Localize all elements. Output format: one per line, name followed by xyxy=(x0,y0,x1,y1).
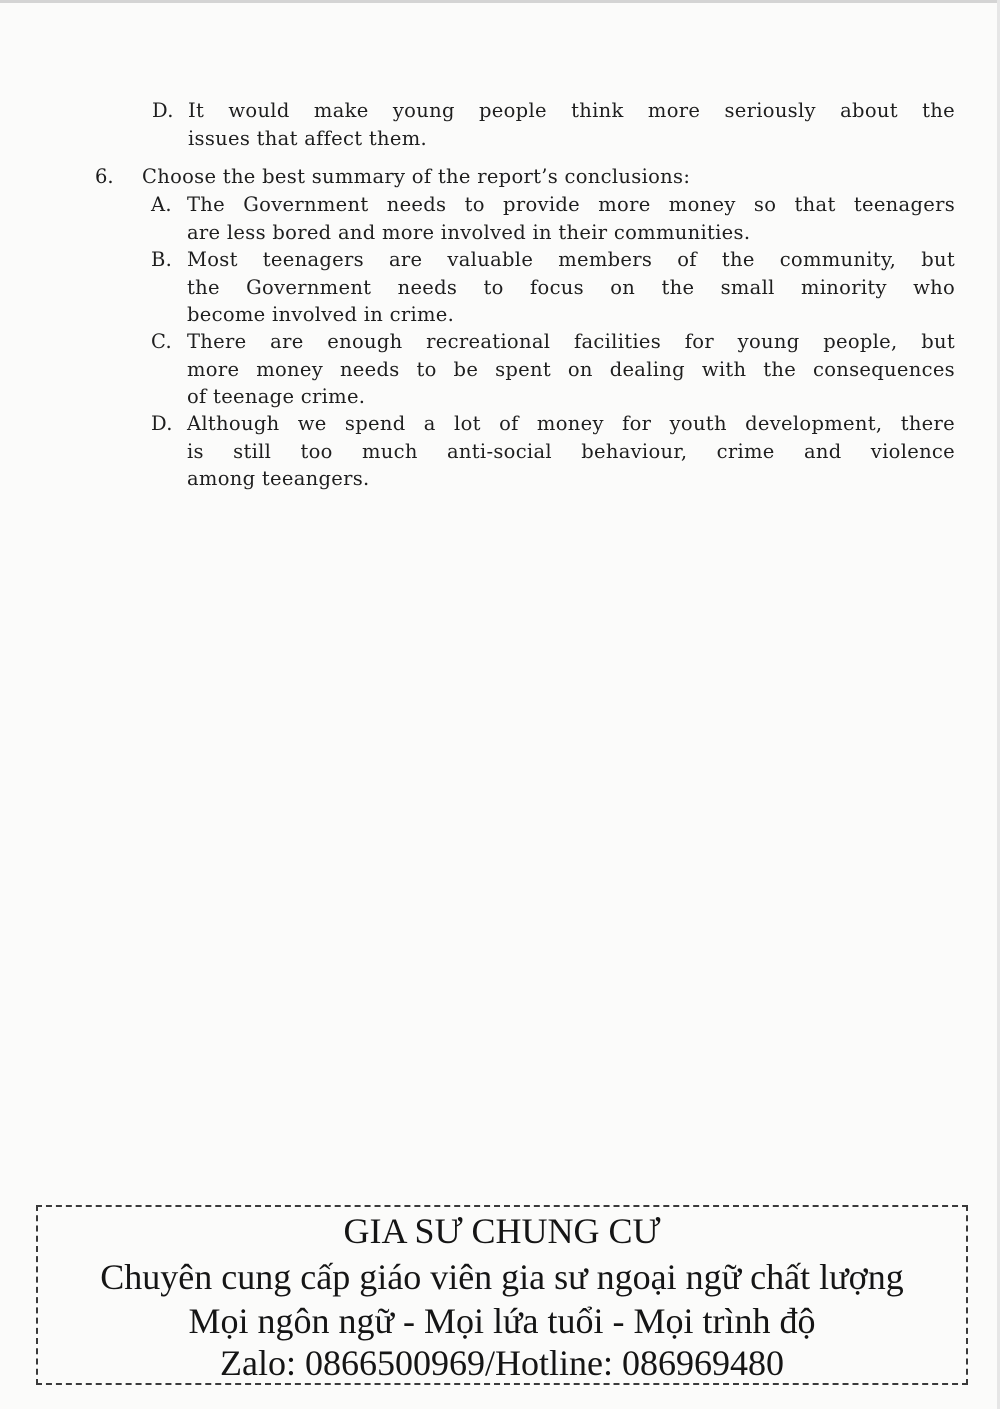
question-6-option-a xyxy=(151,191,956,247)
option-line: There are enough recreational facilities for young people, but xyxy=(187,330,955,353)
option-letter: D. xyxy=(151,412,173,435)
option-text xyxy=(188,97,955,152)
question-6-option-d xyxy=(151,410,956,494)
option-line: the Government needs to focus on the small minority who xyxy=(187,275,955,299)
option-line: are less bored and more involved in their communities. xyxy=(187,220,751,244)
option-text xyxy=(187,191,955,246)
option-letter: D. xyxy=(152,99,174,122)
option-line: of teenage crime. xyxy=(187,385,366,408)
option-letter: A. xyxy=(151,193,172,216)
option-line: The Government needs to provide more money so that teenagers xyxy=(187,193,955,216)
option-text xyxy=(187,246,955,329)
option-line: It would make young people think more seriously about the xyxy=(188,99,955,122)
footer-scope: Mọi ngôn ngữ - Mọi lứa tuổi - Mọi trình độ xyxy=(188,1301,816,1341)
question-prompt: Choose the best summary of the report’s conclusions: xyxy=(142,165,691,188)
footer-ad-box xyxy=(36,1205,968,1385)
question-6-option-c xyxy=(151,328,956,412)
option-letter: C. xyxy=(151,330,173,353)
option-line: is still too much anti-social behaviour, crime and violence xyxy=(187,439,955,463)
option-line: issues that affect them. xyxy=(188,126,427,150)
option-text xyxy=(187,410,955,493)
option-line: more money needs to be spent on dealing with the consequences xyxy=(187,357,955,381)
option-line: Although we spend a lot of money for youth development, there xyxy=(187,412,955,435)
option-letter: B. xyxy=(151,248,173,271)
footer-title: GIA SƯ CHUNG CƯ xyxy=(343,1211,661,1251)
footer-contact: Zalo: 0866500969/Hotline: 086969480 xyxy=(220,1343,784,1383)
page-top-edge xyxy=(0,0,1000,3)
option-text xyxy=(187,328,955,411)
prev-question-option-d xyxy=(152,97,957,153)
option-line: become involved in crime. xyxy=(187,303,455,326)
option-line: among teeangers. xyxy=(187,467,370,490)
question-6-option-b xyxy=(151,246,956,330)
option-line: Most teenagers are valuable members of the community, but xyxy=(187,248,955,271)
footer-tagline: Chuyên cung cấp giáo viên gia sư ngoại ngữ chất lượng xyxy=(100,1257,904,1297)
question-number: 6. xyxy=(95,165,114,188)
